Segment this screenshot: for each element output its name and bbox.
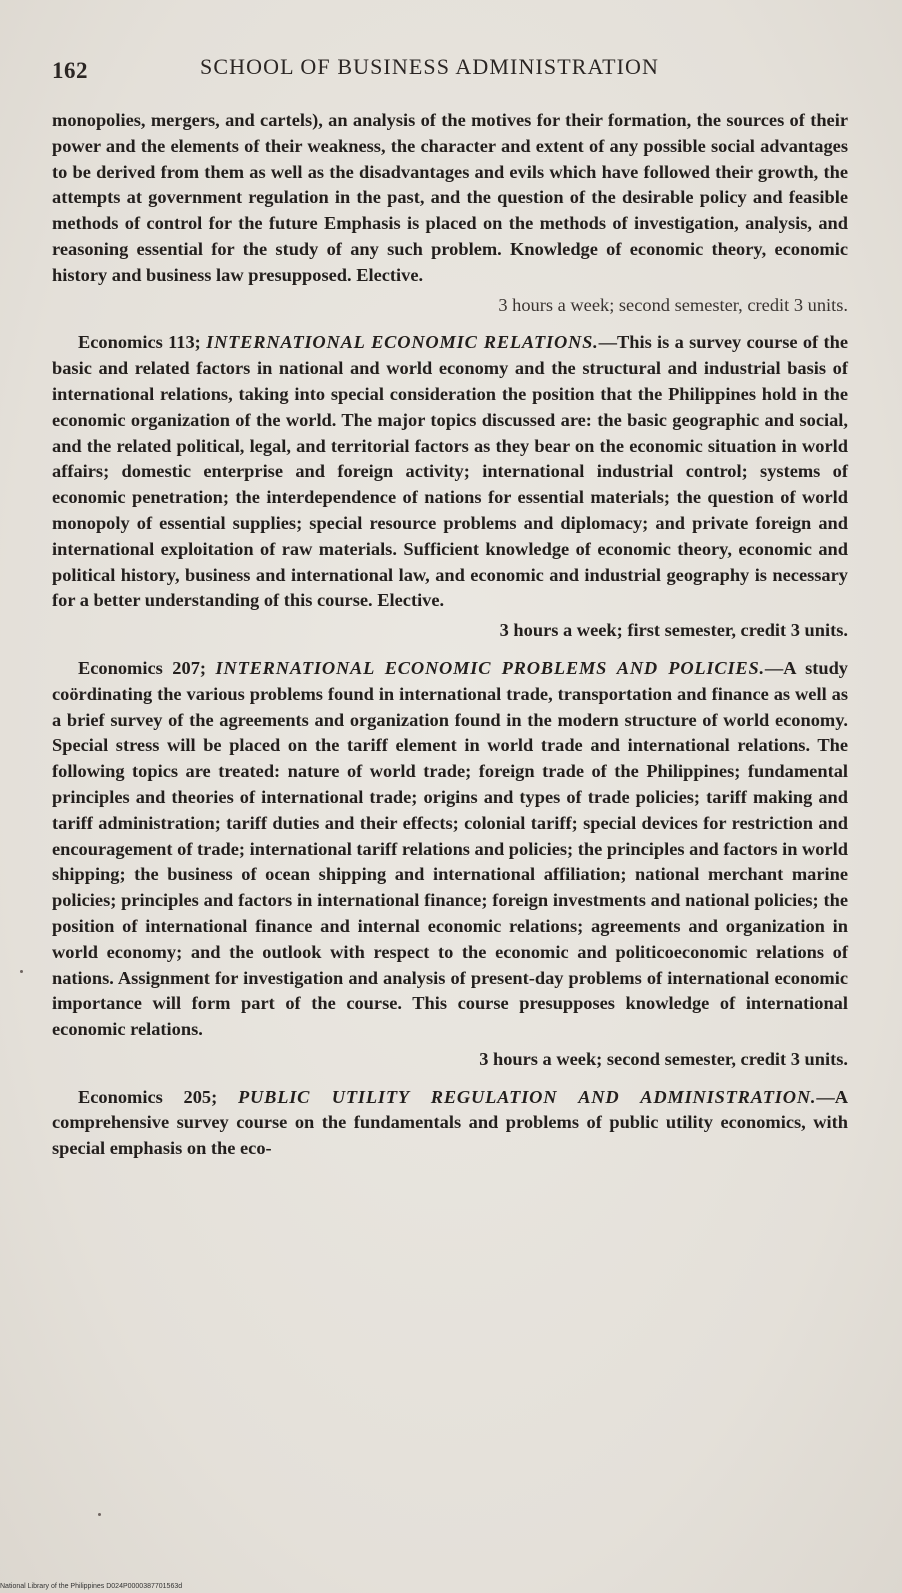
course-continuation: [52, 108, 848, 318]
course-title: INTERNATIONAL ECONOMIC PROBLEMS AND POLICIES.: [215, 657, 765, 678]
course-entry-econ-205: [52, 1085, 848, 1162]
course-entry-econ-113: [52, 330, 848, 644]
course-description: —A comprehensive survey course on the fundamentals and problems of public utility economics, with special emphasis on the eco-: [52, 1086, 848, 1159]
course-code: Economics 207;: [78, 657, 207, 678]
course-title: INTERNATIONAL ECONOMIC RELATIONS.: [206, 332, 599, 353]
running-head: SCHOOL OF BUSINESS ADMINISTRATION: [200, 54, 660, 79]
page-number: 162: [52, 58, 88, 83]
continuation-text: monopolies, mergers, and cartels), an analysis of the motives for their formation, the sources of their power and the elements of their weakness, the character and extent of any possible social advantages to be derived from them as well as the disadvantages and evils which have followed their growth, the attempts at government regulation in the past, and the question of the desirable policy and feasible methods of control for the future Emphasis is placed on the methods of investigation, analysis, and reasoning essential for the study of any such problem. Knowledge of economic theory, economic history and business law presupposed. Elective.: [52, 110, 848, 285]
course-code: Economics 113;: [78, 332, 201, 353]
scan-speck: [20, 970, 23, 973]
course-description: —This is a survey course of the basic and related factors in national and world economy and the structural and industrial basis of international relations, taking into special consideration the position that the Philippines hold in the economic organization of the world. The major topics discussed are: the basic geographic and social, and the related political, legal, and territorial factors as they bear on the economic situation in world affairs; domestic enterprise and foreign activity; international industrial control; systems of economic penetration; the interdependence of nations for essential materials; the question of world monopoly of essential supplies; special resource problems and diplomacy; and private foreign and international exploitation of raw materials. Sufficient knowledge of economic theory, economic and political history, business and international law, and economic and industrial geography is necessary for a better understanding of this course. Elective.: [52, 332, 848, 611]
course-description: —A study coördinating the various problems found in international trade, transportation and finance as well as a brief survey of the agreements and organization found in the modern structure of world economy. Special stress will be placed on the tariff element in world trade and international relations. The following topics are treated: nature of world trade; foreign trade of the Philippines; fundamental principles and theories of international trade; origins and types of trade policies; tariff making and tariff administration; tariff duties and their effects; colonial tariff; special devices for restriction and encouragement of trade; international tariff relations and policies; the principles and factors in world shipping; the business of ocean shipping and international affiliation; national merchant marine policies; principles and factors in international finance; foreign investments and national policies; the position of international finance and internal economic relations; agreements and organization in world economy; and the outlook with respect to the economic and politicoeconomic relations of nations. Assignment for investigation and analysis of present-day problems of international economic importance will form part of the course. This course presupposes knowledge of international economic relations.: [52, 657, 849, 1040]
scan-speck: [98, 1513, 101, 1516]
course-title: PUBLIC UTILITY REGULATION AND ADMINISTRATION.: [238, 1086, 817, 1107]
course-credit: 3 hours a week; second semester, credit 3 units.: [479, 1048, 848, 1069]
library-footer: National Library of the Philippines D024P0000387701563d: [0, 1583, 183, 1590]
page-header: [52, 52, 852, 92]
course-code: Economics 205;: [78, 1086, 218, 1107]
course-credit: 3 hours a week; first semester, credit 3 units.: [499, 620, 848, 641]
page-body: [52, 108, 848, 1162]
continuation-credit: 3 hours a week; second semester, credit 3 units.: [498, 294, 848, 315]
course-entry-econ-207: [52, 656, 848, 1073]
